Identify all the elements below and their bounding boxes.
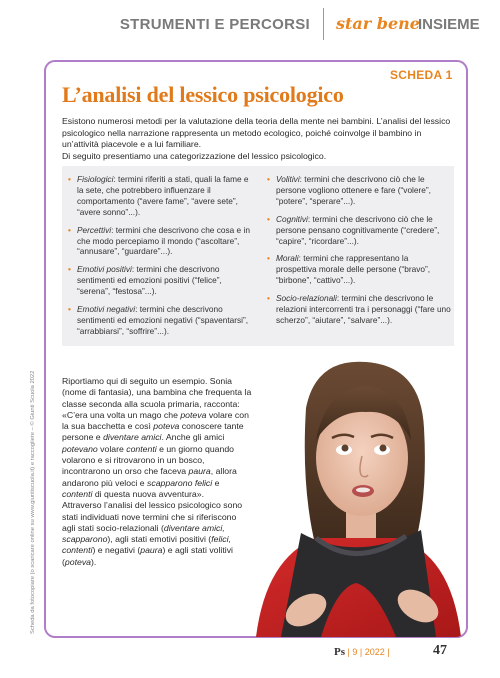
category-item — [68, 174, 254, 218]
category-desc: : termini che descrivono sentimenti ed emozioni positivi (“felice”, “serena”, “festosa”...). — [77, 264, 222, 297]
categories-right-column — [267, 174, 451, 333]
bullet-icon: • — [267, 213, 270, 224]
category-term: Volitivi — [276, 174, 300, 184]
category-item — [267, 214, 451, 247]
category-term: Emotivi positivi — [77, 264, 132, 275]
brand-caps: INSIEME — [418, 16, 480, 33]
bullet-icon: • — [68, 304, 71, 315]
category-term: Percettivi — [77, 224, 112, 235]
page-title: L’analisi del lessico psicologico — [62, 82, 344, 107]
category-item — [68, 225, 254, 258]
category-desc: : termini che descrivono le relazioni intercorrenti tra i personaggi (“fare uno scherzo”, “aiutare”, “salvare”...). — [276, 293, 451, 325]
category-term: Cognitivi — [276, 213, 308, 224]
bullet-icon: • — [267, 174, 270, 184]
category-desc: : termini che descrivono ciò che le persone pensano cognitivamente (“credere”, “capire”, “ricordare”...). — [276, 213, 440, 246]
example-intro: Riportiamo qui di seguito un esempio. Sonia (nome di fantasia), una bambina che frequenta la classe seconda alla scuola primaria, racconta: — [62, 376, 252, 409]
example-analysis: Attraverso l’analisi del lessico psicologico sono stati individuati nove termini che si riferiscono agli stati socio-relazionali (diventare amici, scapparono), agli stati emotivi positivi (felici, contenti) e negativi (paura) e agli stati volitivi (poteva). — [62, 500, 243, 567]
category-term: Morali — [276, 253, 299, 264]
category-term: Socio-relazionali — [276, 293, 337, 304]
bullet-icon: • — [68, 224, 71, 235]
category-desc: : termini che descrivono che cosa e in che modo percepiamo il mondo (“ascoltare”, “annusare”, “guardare”...). — [77, 224, 250, 257]
categories-left-column — [68, 174, 254, 344]
section-title: STRUMENTI E PERCORSI — [119, 16, 310, 33]
page-number: 47 — [433, 643, 447, 658]
category-item — [267, 253, 451, 286]
bullet-icon: • — [267, 293, 270, 304]
brand-script: star bene — [336, 14, 420, 33]
girl-photo — [246, 348, 466, 637]
girl-illustration — [246, 348, 466, 637]
page-header — [0, 0, 500, 48]
category-item — [68, 264, 254, 297]
category-term: Fisiologici — [77, 174, 114, 184]
category-desc: : termini che descrivono sentimenti ed emozioni negativi (“spaventarsi”, “arrabbiarsi”, “soffrire”...). — [77, 304, 249, 336]
scheda-badge: SCHEDA 1 — [390, 68, 453, 82]
copyright-side-note: Scheda da fotocopiare (o scaricare online su www.giuntiscuola.it) e raccogliere – © Giunti Scuola 2022 — [30, 370, 36, 634]
category-item — [267, 293, 451, 326]
category-item — [68, 304, 254, 337]
category-item — [267, 174, 451, 207]
intro-text — [62, 116, 454, 162]
category-desc: : termini che rappresentano la prospettiva morale delle persone (“bravo”, “birbone”, “cattivo”...). — [276, 253, 431, 286]
example-quote: «C’era una volta un mago che poteva volare con la sua bacchetta e così poteva conoscere tante persone e diventare amici. Anche gli amici potevano volare contenti e un giorno quando volarono e si ritrovarono in un bosco, incontrarono un orso che faceva paura, allora andarono più veloci e scapparono felici e contenti di questa nuova avventura». — [62, 409, 249, 499]
categories-box — [62, 166, 454, 346]
bullet-icon: • — [267, 253, 270, 264]
bullet-icon: • — [68, 264, 71, 275]
category-desc: : termini che descrivono ciò che le persone vogliono ottenere e fare (“volere”, “potere”, “sperare”...). — [276, 174, 431, 206]
issue-info: | 9 | 2022 | — [347, 647, 390, 657]
example-text — [62, 376, 252, 568]
bullet-icon: • — [68, 174, 71, 184]
header-divider — [323, 8, 324, 40]
category-desc: : termini riferiti a stati, quali la fame e la sete, che potrebbero influenzare il comportamento (“avere fame”, “avere sete”, “avere sonno”...). — [77, 174, 249, 217]
page-footer — [334, 646, 390, 658]
intro-paragraph: Esistono numerosi metodi per la valutazione della teoria della mente nei bambini. L’analisi del lessico psicologico nella narrazione rappresenta un metodo ecologico, poiché coinvolge il bambino in un’attività piacevole e a lui familiare. Di seguito presentiamo una categorizzazione del lessico psicologico. — [62, 116, 451, 161]
magazine-logo: Ps — [334, 646, 345, 658]
category-term: Emotivi negativi — [77, 304, 136, 315]
